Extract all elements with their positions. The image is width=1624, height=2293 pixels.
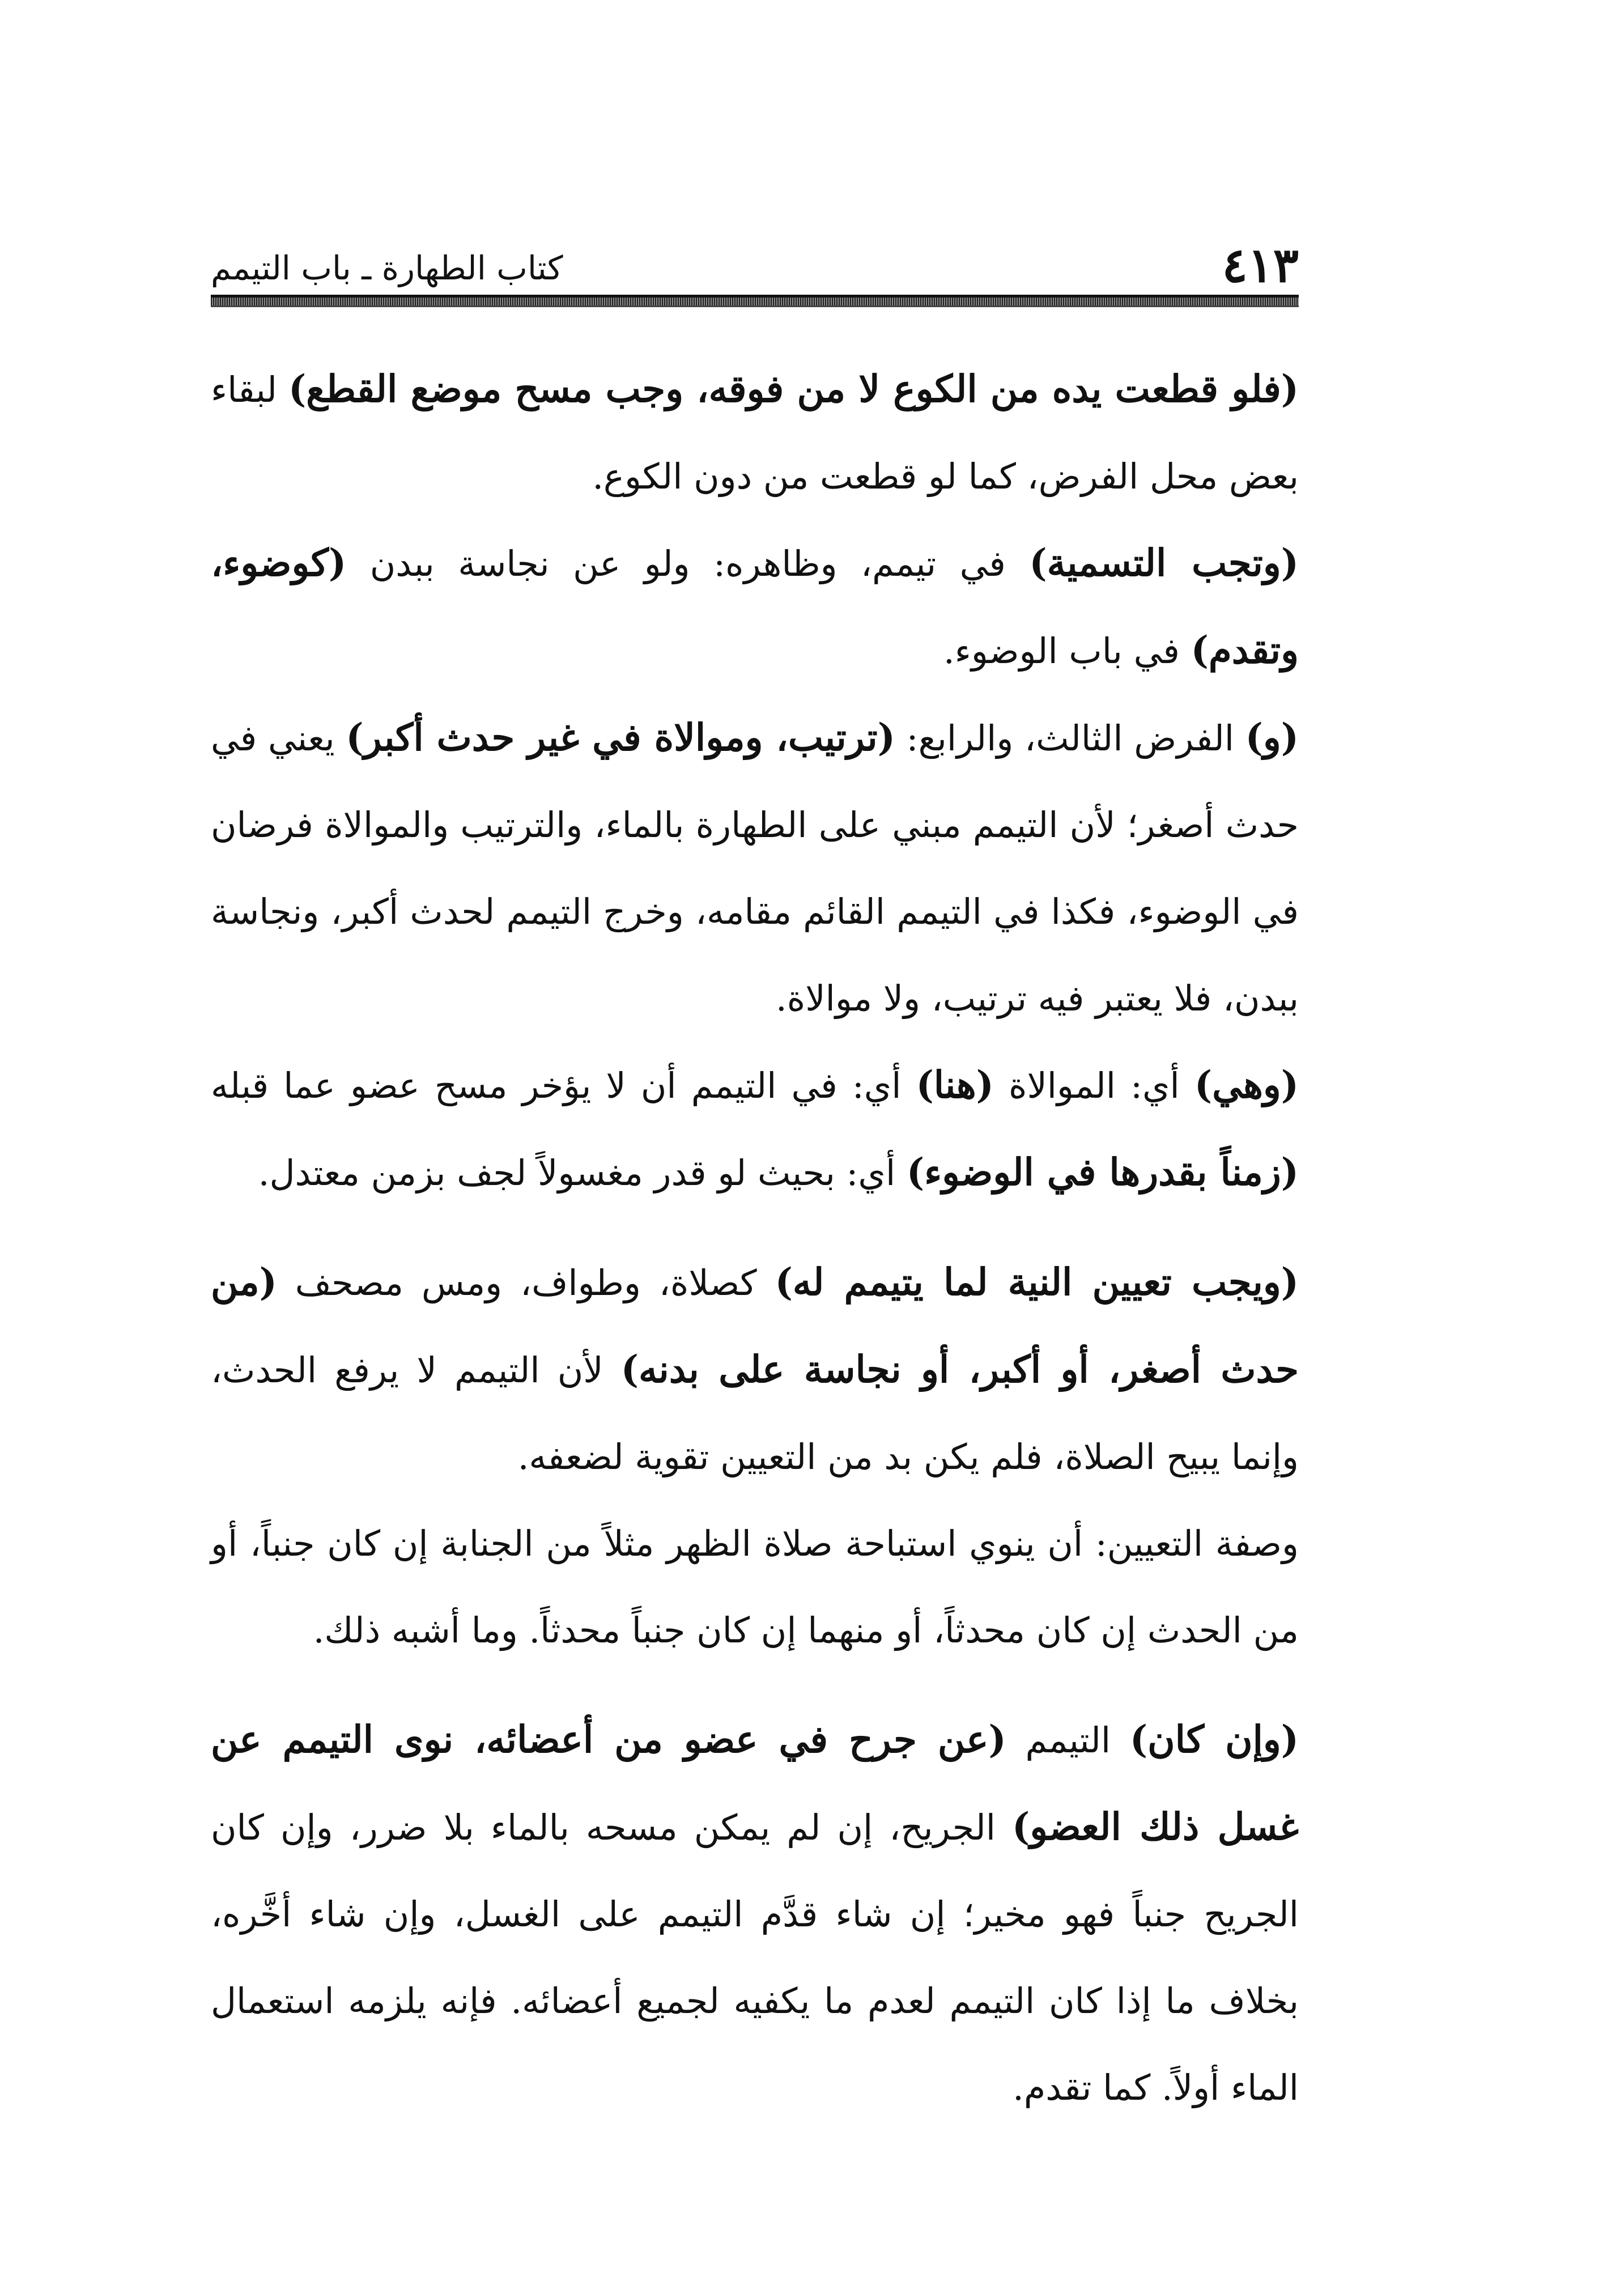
sharh-text: أي: الموالاة [993, 1065, 1194, 1106]
sharh-text: التيمم [1006, 1719, 1130, 1761]
sharh-text: وصفة التعيين: أن ينوي استباحة صلاة الظهر مثلاً من الجنابة إن كان جنباً، أو من الحدث إن كان محدثاً، أو منهما إن كان جنباً محدثاً. وما أشبه ذلك. [211, 1523, 1299, 1651]
matn-text: (وهي) [1194, 1063, 1299, 1107]
sharh-text: الفرض الثالث، والرابع: [895, 717, 1245, 759]
matn-text: (وإن كان) [1129, 1717, 1299, 1761]
sharh-text: يعني في حدث أصغر؛ لأن التيمم مبني على الطهارة بالماء، والترتيب والموالاة فرضان في الوضوء، فكذا في التيمم القائم مقامه، وخرج التيمم لحدث أكبر، ونجاسة ببدن، فلا يعتبر فيه ترتيب، ولا موالاة. [211, 717, 1299, 1019]
running-header [211, 237, 1299, 299]
matn-text: (ويجب تعيين النية لما يتيمم له) [775, 1260, 1299, 1304]
sharh-text: الجريح، إن لم يمكن مسحه بالماء بلا ضرر، وإن كان الجريح جنباً فهو مخير؛ إن شاء قدَّم التيمم على الغسل، وإن شاء أخَّره، بخلاف ما إذا كان التيمم لعدم ما يكفيه لجميع أعضائه. فإنه يلزمه استعمال الماء أولاً. كما تقدم. [211, 1807, 1299, 2108]
page-number: ٤١٣ [1222, 237, 1299, 293]
paragraph [211, 1239, 1299, 1500]
sharh-text: أي: بحيث لو قدر مغسولاً لجف بزمن معتدل. [258, 1152, 907, 1194]
page-body [211, 346, 1299, 2131]
paragraph [211, 1696, 1299, 2131]
sharh-text: لبقاء بعض محل الفرض، كما لو قطعت من دون الكوع. [211, 369, 1299, 497]
matn-text: (ترتيب، وموالاة في غير حدث أكبر) [346, 715, 895, 759]
paragraph [211, 346, 1299, 520]
sharh-text: في تيمم، وظاهره: ولو عن نجاسة ببدن [346, 543, 1030, 584]
sharh-text: لأن التيمم لا يرفع الحدث، وإنما يبيح الصلاة، فلم يكن بد من التعيين تقوية لضعفه. [211, 1349, 1299, 1477]
matn-text: (وتجب التسمية) [1029, 541, 1299, 585]
paragraph [211, 694, 1299, 1042]
matn-text: (زمناً بقدرها في الوضوء) [906, 1150, 1299, 1194]
running-title: كتاب الطهارة ـ باب التيمم [211, 249, 563, 287]
sharh-text: أي: في التيمم أن لا يؤخر مسح عضو عما قبله [211, 1065, 916, 1106]
matn-text: (فلو قطعت يده من الكوع لا من فوقه، وجب مسح موضع القطع) [288, 367, 1299, 411]
matn-text: (من حدث أصغر، أو أكبر، أو نجاسة على بدنه) [211, 1260, 1299, 1391]
sharh-text: كصلاة، وطواف، ومس مصحف [277, 1262, 775, 1303]
matn-text: (كوضوء، وتقدم) [211, 541, 1299, 672]
matn-text: (هنا) [916, 1063, 994, 1107]
header-rule [211, 295, 1299, 307]
paragraph [211, 520, 1299, 694]
paragraph [211, 1500, 1299, 1674]
matn-text: (عن جرح في عضو من أعضائه، نوى التيمم عن غسل ذلك العضو) [211, 1717, 1299, 1849]
sharh-text: في باب الوضوء. [943, 630, 1191, 672]
paragraph [211, 1042, 1299, 1216]
matn-text: (و) [1245, 715, 1299, 759]
